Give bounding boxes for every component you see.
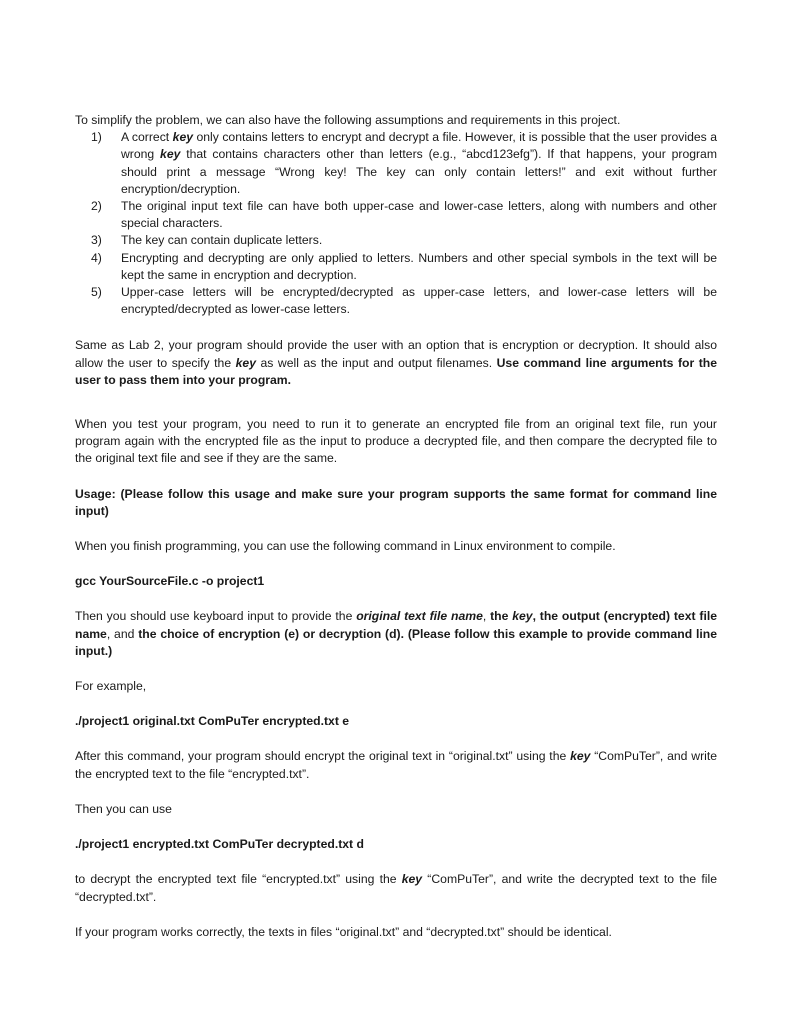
key-term: key <box>172 130 194 145</box>
list-number: 5) <box>91 285 102 300</box>
decrypt-command: ./project1 encrypted.txt ComPuTer decrypted.txt d <box>75 837 364 852</box>
requirement-item-4: 4) Encrypting and decrypting are only applied to letters. Numbers and other special symbols in the text will be kept the same in encryption and decryption. <box>91 250 717 282</box>
usage-heading: Usage: (Please follow this usage and make sure your program supports the same format for command line input) <box>75 486 717 518</box>
list-number: 1) <box>91 130 102 145</box>
decrypt-paragraph: to decrypt the encrypted text file “encrypted.txt” using the key “ComPuTer”, and write the decrypted text to the file “decrypted.txt”. <box>75 872 717 904</box>
encrypt-command: ./project1 original.txt ComPuTer encrypted.txt e <box>75 714 350 729</box>
key-term: key <box>235 355 256 370</box>
requirement-item-5: 5) Upper-case letters will be encrypted/decrypted as upper-case letters, and lower-case letters will be encrypted/decrypted as lower-case letters. <box>91 285 717 317</box>
intro-paragraph: To simplify the problem, we can also have the following assumptions and requirements in this project. <box>75 113 621 127</box>
input-paragraph: Then you should use keyboard input to provide the original text file name, the key, the output (encrypted) text file name, and the choice of encryption (e) or decryption (d). (Please follow this example to provide command line input.) <box>75 609 717 658</box>
list-number: 3) <box>91 233 102 248</box>
final-paragraph: If your program works correctly, the texts in files “original.txt” and “decrypted.txt” should be identical. <box>75 924 612 939</box>
after-command-paragraph: After this command, your program should encrypt the original text in “original.txt” using the key “ComPuTer”, and write the encrypted text to the file “encrypted.txt”. <box>75 749 717 781</box>
list-number: 4) <box>91 250 102 265</box>
requirement-item-2: 2) The original input text file can have both upper-case and lower-case letters, along with numbers and other special characters. <box>91 199 717 231</box>
then-use-label: Then you can use <box>75 801 172 816</box>
requirements-list <box>75 129 717 318</box>
list-number: 2) <box>91 199 102 214</box>
document-page <box>75 112 717 941</box>
requirement-item-3: 3) The key can contain duplicate letters. <box>75 232 717 249</box>
compile-command: gcc YourSourceFile.c -o project1 <box>75 574 265 589</box>
requirement-item-1: 1) A correct key only contains letters to encrypt and decrypt a file. However, it is possible that the user provides a wrong key that contains characters other than letters (e.g., “abcd123efg”). If that happens, your program should print a message “Wrong key! The key can only contain letters!” and exit without further encryption/decryption. <box>91 130 717 196</box>
original-file-name-term: original text file name <box>356 609 483 624</box>
test-paragraph: When you test your program, you need to run it to generate an encrypted file from an original text file, run your program again with the encrypted file as the input to produce a decrypted file, and then compare the decrypted file to the original text file and see if they are the same. <box>75 417 717 466</box>
key-term: key <box>160 147 181 162</box>
compile-note: When you finish programming, you can use the following command in Linux environment to compile. <box>75 539 616 554</box>
command-line-instruction: Use command line arguments for the user to pass them into your program. <box>75 355 717 387</box>
key-term: key <box>570 749 591 764</box>
lab2-paragraph: Same as Lab 2, your program should provide the user with an option that is encryption or decryption. It should also allow the user to specify the key as well as the input and output filenames. Use command line arguments for the user to pass them into your program. <box>75 338 717 387</box>
key-term: key <box>401 872 423 887</box>
key-term: key <box>512 609 533 624</box>
for-example-label: For example, <box>75 679 147 694</box>
